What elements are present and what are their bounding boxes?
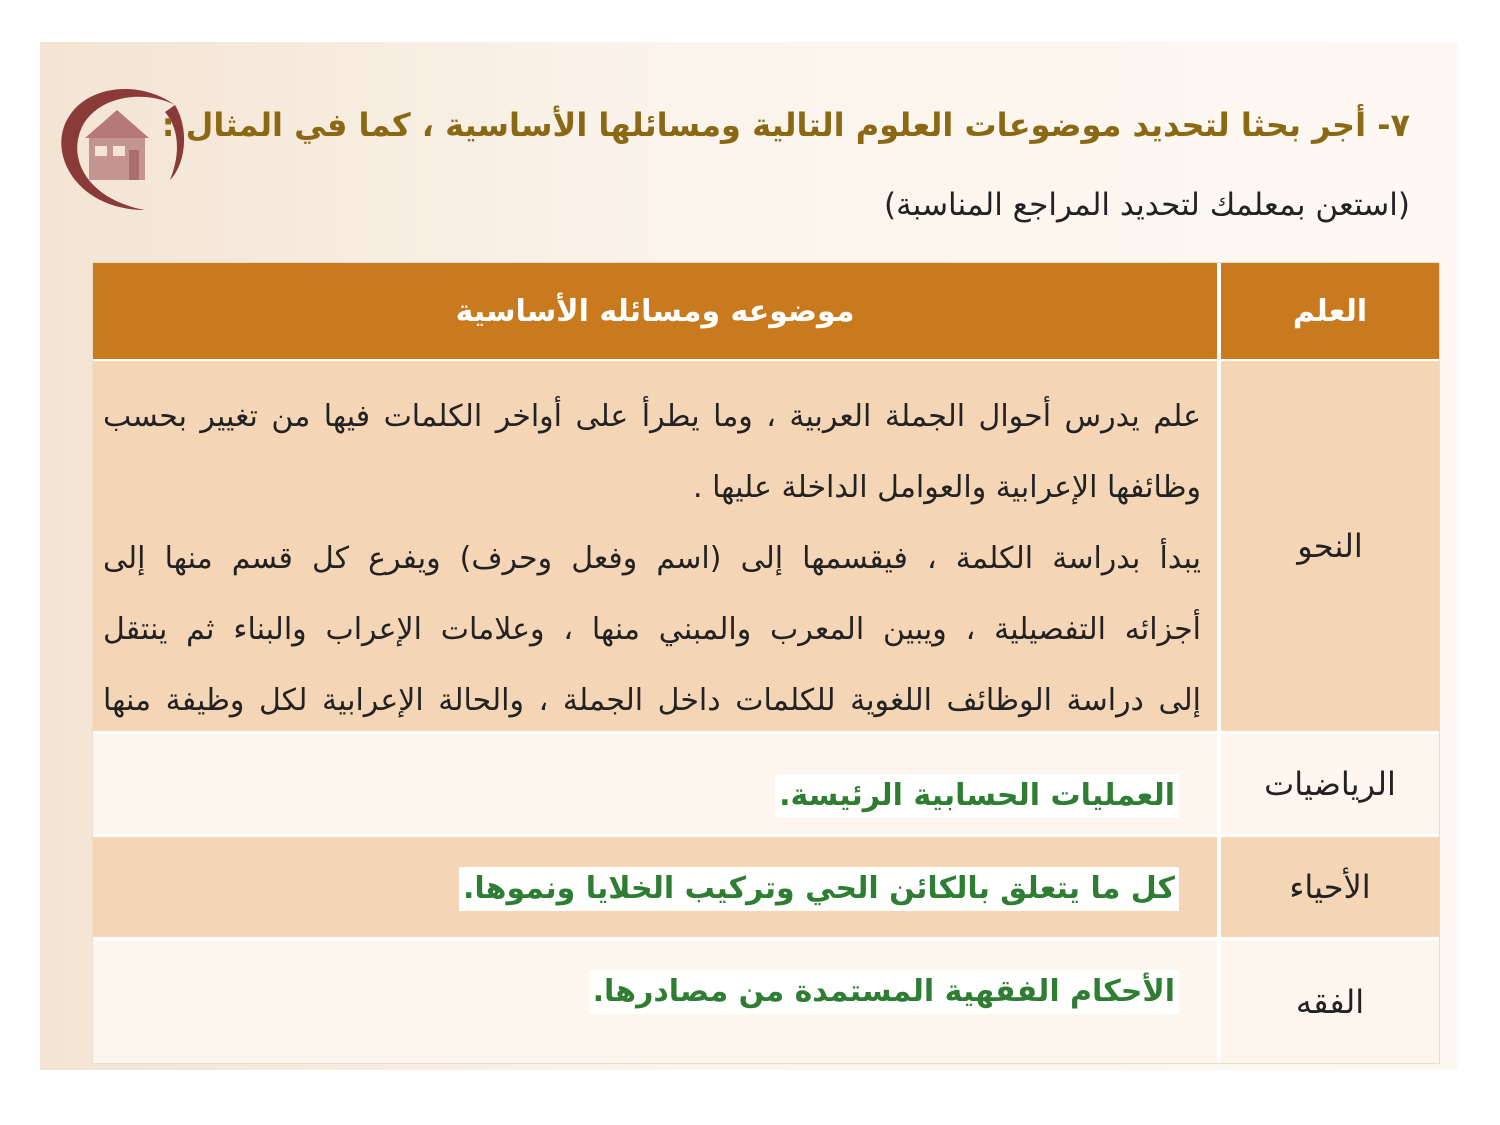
science-name: الرياضيات (1221, 734, 1439, 834)
topic-cell (93, 734, 1217, 834)
column-header-topic: موضوعه ومسائله الأساسية (93, 263, 1217, 359)
topics-table (92, 262, 1440, 1064)
description-line: وظائفها الإعرابية والعوامل الداخلة عليها . (693, 470, 1201, 505)
table-row (93, 940, 1439, 1063)
topic-cell (93, 837, 1217, 937)
description-line: علم يدرس أحوال الجملة العربية ، وما يطرأ على أواخر الكلمات فيها من تغيير بحسب (103, 399, 1201, 434)
answer-text: الأحكام الفقهية المستمدة من مصادرها. (589, 970, 1179, 1014)
answer-text: كل ما يتعلق بالكائن الحي وتركيب الخلايا ونموها. (459, 867, 1179, 911)
answer-text: العمليات الحسابية الرئيسة. (775, 774, 1179, 818)
table-row (93, 361, 1439, 731)
table-row (93, 837, 1439, 937)
topic-cell (93, 940, 1217, 1063)
science-name: الأحياء (1221, 837, 1439, 937)
description-line: أجزائه التفصيلية ، ويبين المعرب والمبني منها ، وعلامات الإعراب والبناء ثم ينتقل (103, 612, 1201, 647)
table-header-row (93, 263, 1439, 359)
science-name: الفقه (1221, 940, 1439, 1063)
topic-description (93, 361, 1217, 731)
exercise-hint: (استعن بمعلمك لتحديد المراجع المناسبة) (884, 187, 1410, 223)
exercise-title: ٧- أجر بحثا لتحديد موضوعات العلوم التالية ومسائلها الأساسية ، كما في المثال : (161, 106, 1410, 144)
description-line: يبدأ بدراسة الكلمة ، فيقسمها إلى (اسم وفعل وحرف) ويفرع كل قسم منها إلى (103, 541, 1201, 576)
column-header-science: العلم (1221, 263, 1439, 359)
science-name: النحو (1221, 361, 1439, 731)
description-line: إلى دراسة الوظائف اللغوية للكلمات داخل الجملة ، والحالة الإعرابية لكل وظيفة منها (103, 683, 1201, 718)
table-row (93, 734, 1439, 834)
